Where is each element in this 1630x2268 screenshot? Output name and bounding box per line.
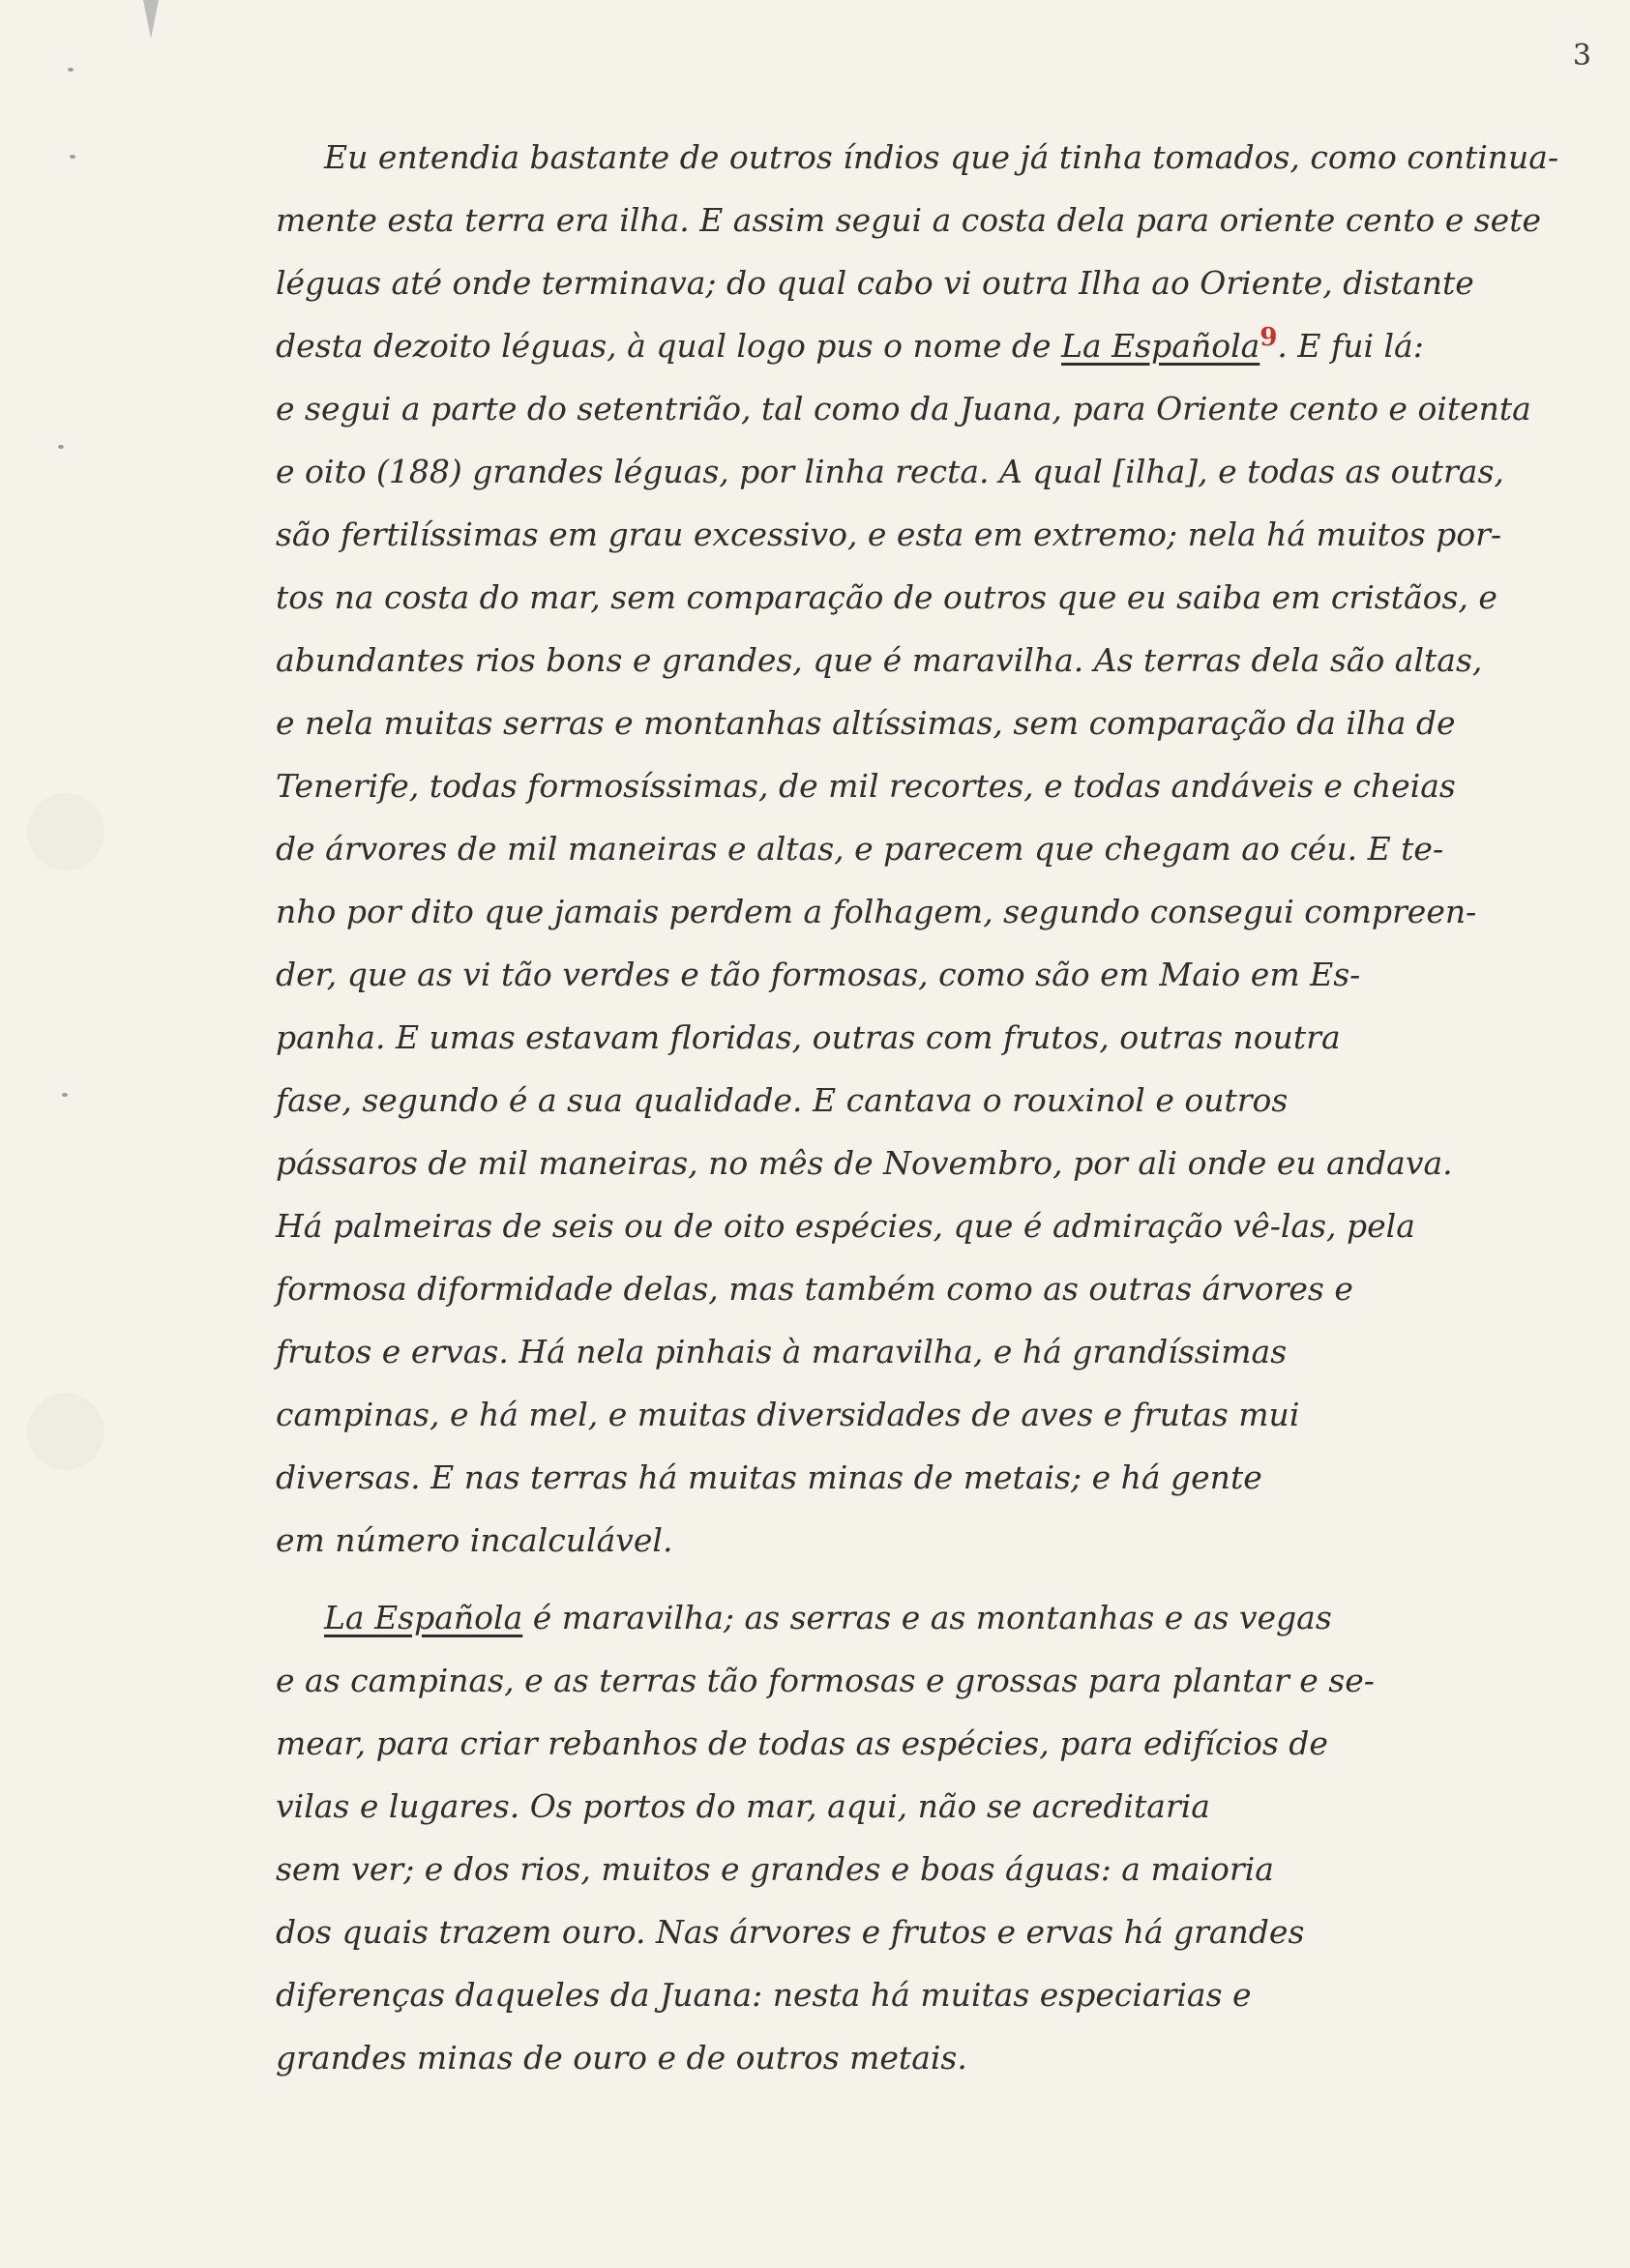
text-line: e segui a parte do setentrião, tal como da Juana, para Oriente cento e oitenta bbox=[276, 390, 1531, 427]
text-line: pássaros de mil maneiras, no mês de Novembro, por ali onde eu andava. bbox=[276, 1144, 1453, 1182]
text-line: fase, segundo é a sua qualidade. E cantava o rouxinol e outros bbox=[276, 1081, 1289, 1119]
text-line: frutos e ervas. Há nela pinhais à maravilha, e há grandíssimas bbox=[276, 1333, 1288, 1370]
text-line: léguas até onde terminava; do qual cabo vi outra Ilha ao Oriente, distante bbox=[276, 264, 1474, 302]
text-line: der, que as vi tão verdes e tão formosas, como são em Maio em Es- bbox=[276, 956, 1361, 993]
footnote-marker: 9 bbox=[1260, 323, 1278, 352]
text-line: em número incalculável. bbox=[276, 1521, 673, 1559]
text-line: Tenerife, todas formosíssimas, de mil recortes, e todas andáveis e cheias bbox=[276, 767, 1456, 805]
text-line: dos quais trazem ouro. Nas árvores e frutos e ervas há grandes bbox=[276, 1913, 1305, 1951]
paper-speck bbox=[70, 155, 75, 159]
text-fragment: é maravilha; as serras e as montanhas e as vegas bbox=[522, 1599, 1332, 1636]
underlined-place-name: La Española bbox=[324, 1599, 523, 1636]
text-line: mente esta terra era ilha. E assim segui a costa dela para oriente cento e sete bbox=[276, 201, 1541, 239]
paper-speck bbox=[62, 1093, 68, 1097]
paragraph-2 bbox=[276, 1586, 1577, 2089]
text-line: diversas. E nas terras há muitas minas de metais; e há gente bbox=[276, 1458, 1262, 1496]
page-number: 3 bbox=[1572, 39, 1591, 73]
text-line: Eu entendia bastante de outros índios que já tinha tomados, como continua- bbox=[324, 138, 1559, 176]
text-line: abundantes rios bons e grandes, que é maravilha. As terras dela são altas, bbox=[276, 641, 1483, 679]
paragraph-1 bbox=[276, 126, 1577, 1572]
text-line bbox=[276, 1586, 1577, 1649]
text-line: panha. E umas estavam floridas, outras com frutos, outras noutra bbox=[276, 1018, 1341, 1056]
text-fragment: desta dezoito léguas, à qual logo pus o nome de bbox=[276, 327, 1052, 365]
paper-speck bbox=[58, 445, 64, 449]
text-line: e as campinas, e as terras tão formosas e grossas para plantar e se- bbox=[276, 1662, 1375, 1699]
underlined-place-name: La Española bbox=[1061, 327, 1260, 365]
text-line: de árvores de mil maneiras e altas, e parecem que chegam ao céu. E te- bbox=[276, 830, 1444, 868]
text-line: tos na costa do mar, sem comparação de outros que eu saiba em cristãos, e bbox=[276, 578, 1497, 616]
text-line: diferenças daqueles da Juana: nesta há muitas especiarias e bbox=[276, 1976, 1252, 2014]
text-line: campinas, e há mel, e muitas diversidades de aves e frutas mui bbox=[276, 1396, 1300, 1433]
text-line: mear, para criar rebanhos de todas as espécies, para edifícios de bbox=[276, 1724, 1328, 1762]
text-line: são fertilíssimas em grau excessivo, e esta em extremo; nela há muitos por- bbox=[276, 515, 1502, 553]
text-line: nho por dito que jamais perdem a folhagem, segundo consegui compreen- bbox=[276, 893, 1477, 930]
text-line: vilas e lugares. Os portos do mar, aqui, não se acreditaria bbox=[276, 1787, 1210, 1825]
paper-corner-mark bbox=[143, 0, 159, 39]
text-line: formosa diformidade delas, mas também como as outras árvores e bbox=[276, 1270, 1353, 1308]
text-line: e nela muitas serras e montanhas altíssimas, sem comparação da ilha de bbox=[276, 704, 1456, 742]
text-line: Há palmeiras de seis ou de oito espécies, que é admiração vê-las, pela bbox=[276, 1207, 1415, 1245]
punch-hole bbox=[27, 793, 104, 870]
text-fragment: . E fui lá: bbox=[1277, 327, 1424, 365]
text-line: e oito (188) grandes léguas, por linha recta. A qual [ilha], e todas as outras, bbox=[276, 453, 1504, 490]
text-line: sem ver; e dos rios, muitos e grandes e boas águas: a maioria bbox=[276, 1850, 1274, 1888]
punch-hole bbox=[27, 1393, 104, 1470]
text-line-with-note bbox=[276, 314, 1577, 377]
paper-speck bbox=[68, 68, 74, 72]
text-line: grandes minas de ouro e de outros metais. bbox=[276, 2039, 967, 2077]
